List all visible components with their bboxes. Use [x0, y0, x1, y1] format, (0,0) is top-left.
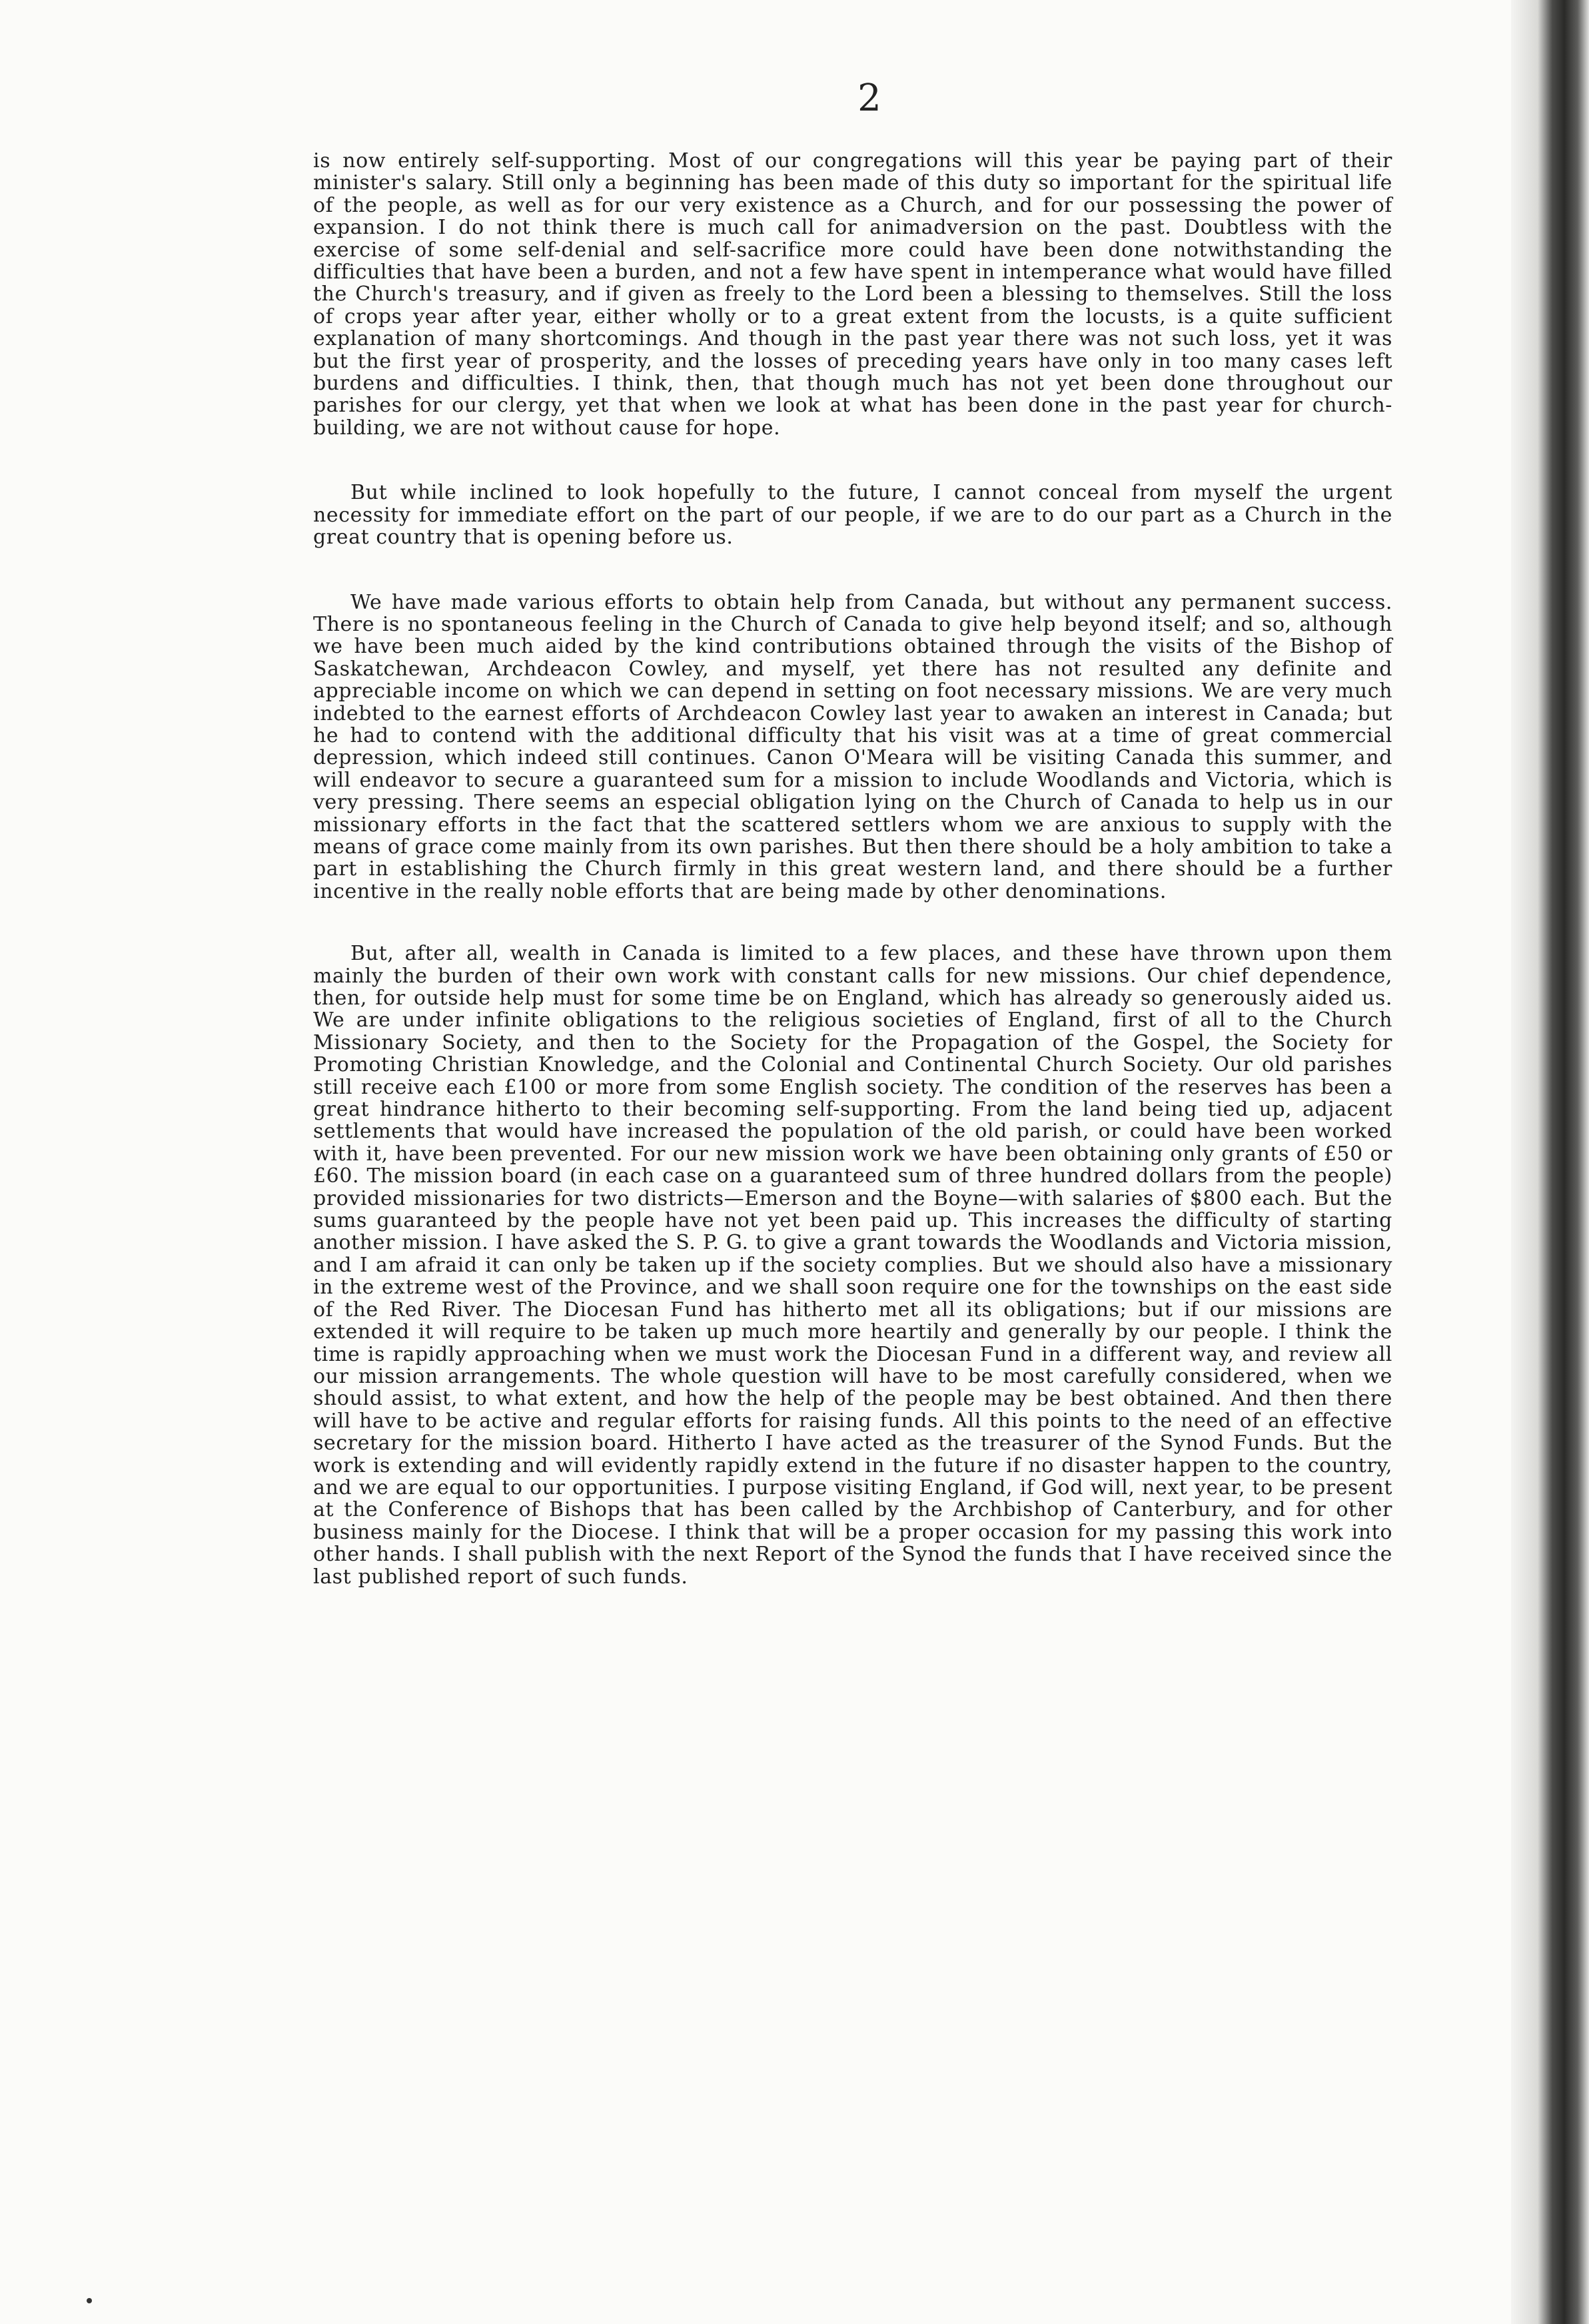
paragraph-help-from-england: But, after all, wealth in Canada is limited to a few places, and these have thrown upon them mainly the burden of their own work with constant calls for new missions. Our chief dependence, then, for outside help must for some time be on England, which has already so generously aided us. We are under infinite obligations to the religious societies of England, first of all to the Church Missionary Society, and then to the Society for the Propagation of the Gospel, the Society for Promoting Christian Knowledge, and the Colonial and Continental Church Society. Our old parishes still receive each £100 or more from some English society. The condition of the reserves has been a great hindrance hitherto to their becoming self-supporting. From the land being tied up, adjacent settlements that would have increased the population of the old parish, or could have been worked with it, have been prevented. For our new mission work we have been obtaining only grants of £50 or £60. The mission board (in each case on a guaranteed sum of three hundred dollars from the people) provided missionaries for two districts—Emerson and the Boyne—with salaries of $800 each. But the sums guaranteed by the people have not yet been paid up. This increases the difficulty of starting another mission. I have asked the S. P. G. to give a grant towards the Woodlands and Victoria mission, and I am afraid it can only be taken up if the society complies. But we should also have a missionary in the extreme west of the Province, and we shall soon require one for the townships on the east side of the Red River. The Diocesan Fund has hitherto met all its obligations; but if our missions are extended it will require to be taken up much more heartily and generally by our people. I think the time is rapidly approaching when we must work the Diocesan Fund in a different way, and review all our mission arrangements. The whole question will have to be most carefully considered, when we should assist, to what extent, and how the help of the people may be best obtained. And then there will have to be active and regular efforts for raising funds. All this points to the need of an effective secretary for the mission board. Hitherto I have acted as the treasurer of the Synod Funds. But the work is extending and will evidently rapidly extend in the future if no disaster happen to the country, and we are equal to our opportunities. I purpose visiting England, if God will, next year, to be present at the Conference of Bishops that has been called by the Archbishop of Canterbury, and for other business mainly for the Diocese. I think that will be a proper occasion for my passing this work into other hands. I shall publish with the next Report of the Synod the funds that I have received since the last published report of such funds. — [313, 942, 1392, 1589]
page-number: 2 — [857, 77, 881, 120]
paragraph-self-support: is now entirely self-supporting. Most of our congregations will this year be paying part of their minister's salary. Still only a beginning has been made of this duty so important for the spiritual life of the people, as well as for our very existence as a Church, and for our possessing the power of expansion. I do not think there is much call for animadversion on the past. Doubtless with the exercise of some self-denial and self-sacrifice more could have been done notwithstanding the difficulties that have been a burden, and not a few have spent in intemperance what would have filled the Church's treasury, and if given as freely to the Lord been a blessing to themselves. Still the loss of crops year after year, either wholly or to a great extent from the locusts, is a quite sufficient explanation of many shortcomings. And though in the past year there was not such loss, yet it was but the first year of prosperity, and the losses of preceding years have only in too many cases left burdens and difficulties. I think, then, that though much has not yet been done throughout our parishes for our clergy, yet that when we look at what has been done in the past year for church-building, we are not without cause for hope. — [313, 149, 1392, 440]
scan-speck — [87, 2298, 92, 2303]
paragraph-urgent-necessity: But while inclined to look hopefully to the future, I cannot conceal from myself the urgent necessity for immediate effort on the part of our people, if we are to do our part as a Church in the great country that is opening before us. — [313, 481, 1392, 550]
scan-edge-shadow — [1511, 0, 1589, 2324]
body-text — [313, 150, 1392, 1588]
paragraph-help-from-canada: We have made various efforts to obtain help from Canada, but without any permanent success. There is no spontaneous feeling in the Church of Canada to give help beyond itself; and so, although we have been much aided by the kind contributions obtained through the visits of the Bishop of Saskatchewan, Archdeacon Cowley, and myself, yet there has not resulted any definite and appreciable income on which we can depend in setting on foot necessary missions. We are very much indebted to the earnest efforts of Archdeacon Cowley last year to awaken an interest in Canada; but he had to contend with the additional difficulty that his visit was at a time of great commercial depression, which indeed still continues. Canon O'Meara will be visiting Canada this summer, and will endeavor to secure a guaranteed sum for a mission to include Woodlands and Victoria, which is very pressing. There seems an especial obligation lying on the Church of Canada to help us in our missionary efforts in the fact that the scattered settlers whom we are anxious to supply with the means of grace come mainly from its own parishes. But then there should be a holy ambition to take a part in establishing the Church firmly in this great western land, and there should be a further incentive in the really noble efforts that are being made by other denominations. — [313, 590, 1392, 903]
